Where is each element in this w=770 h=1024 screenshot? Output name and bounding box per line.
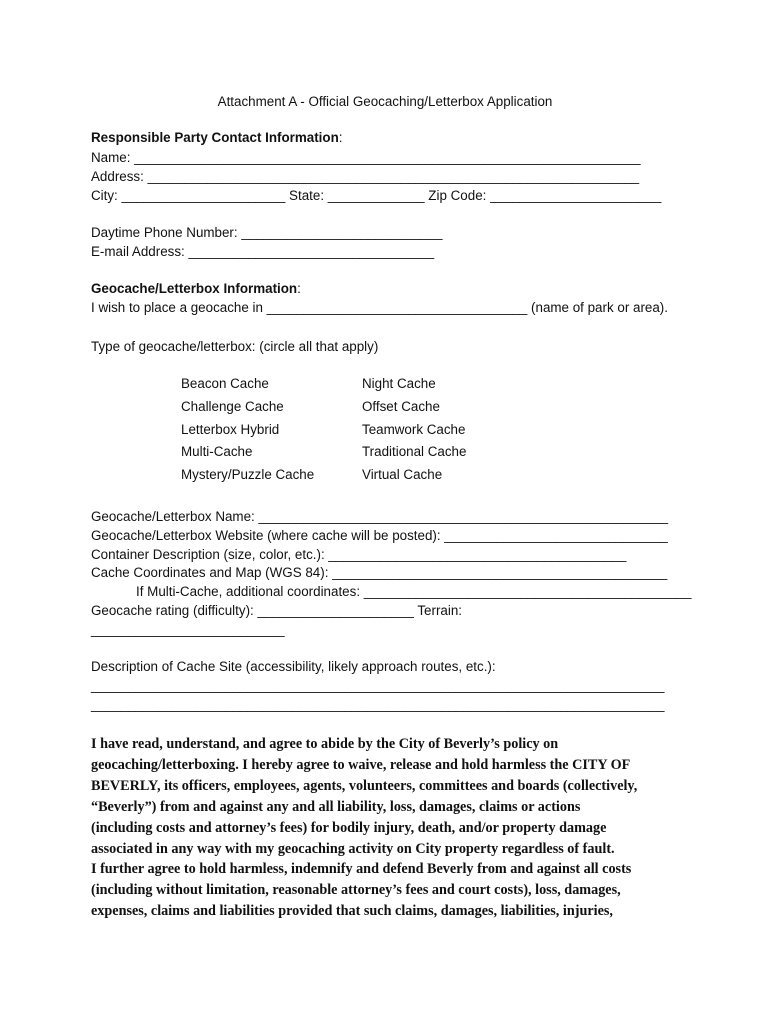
waiver-line: I further agree to hold harmless, indemnify and defend Beverly from and against all costs (91, 861, 632, 878)
site-description-prompt: Description of Cache Site (accessibility, likely approach routes, etc.): (91, 659, 496, 674)
contact-heading: Responsible Party Contact Information (91, 130, 339, 145)
waiver-line: BEVERLY, its officers, employees, agents, volunteers, committees and boards (collectively, (91, 777, 638, 794)
type-option[interactable]: Offset Cache (362, 399, 440, 414)
type-option[interactable]: Multi-Cache (181, 444, 253, 459)
waiver-line: associated in any way with my geocaching activity on City property regardless of fault. (91, 840, 615, 857)
contact-section (91, 130, 343, 146)
phone-field[interactable]: Daytime Phone Number: ___________________________ (91, 225, 443, 240)
container-description-field[interactable]: Container Description (size, color, etc.): ________________________________________ (91, 547, 627, 562)
difficulty-terrain-field[interactable]: Geocache rating (difficulty): _____________________ Terrain: (91, 603, 462, 618)
waiver-line: geocaching/letterboxing. I hereby agree to waive, release and hold harmless the CITY OF (91, 756, 631, 773)
contact-heading-colon: : (338, 130, 343, 145)
geocache-heading: Geocache/Letterbox Information (91, 281, 298, 296)
type-option[interactable]: Challenge Cache (181, 399, 284, 414)
geocache-heading-colon: : (297, 281, 301, 296)
site-description-line[interactable]: _____________________________________________________________________________ (91, 678, 665, 693)
cache-website-field[interactable]: Geocache/Letterbox Website (where cache will be posted): ______________________________ (91, 528, 668, 543)
type-option[interactable]: Teamwork Cache (362, 422, 466, 437)
place-field[interactable]: I wish to place a geocache in ___________________________________ (name of park or area). (91, 300, 668, 315)
type-option[interactable]: Traditional Cache (362, 444, 467, 459)
waiver-line: “Beverly”) from and against any and all liability, loss, damages, claims or actions (91, 798, 581, 815)
type-option[interactable]: Mystery/Puzzle Cache (181, 467, 315, 482)
name-field[interactable]: Name: ____________________________________________________________________ (91, 150, 641, 165)
waiver-line: expenses, claims and liabilities provided that such claims, damages, liabilities, injuries, (91, 903, 613, 920)
type-option[interactable]: Night Cache (362, 376, 436, 391)
cache-name-field[interactable]: Geocache/Letterbox Name: _______________________________________________________ (91, 509, 669, 524)
multi-cache-coordinates-field[interactable]: If Multi-Cache, additional coordinates: ____________________________________________ (136, 584, 692, 599)
type-option[interactable]: Beacon Cache (181, 376, 269, 391)
cache-coordinates-field[interactable]: Cache Coordinates and Map (WGS 84): _____________________________________________ (91, 565, 668, 580)
type-prompt: Type of geocache/letterbox: (circle all that apply) (91, 339, 379, 354)
address-field[interactable]: Address: __________________________________________________________________ (91, 169, 640, 184)
type-option[interactable]: Virtual Cache (362, 467, 443, 482)
waiver-line: (including without limitation, reasonable attorney’s fees and court costs), loss, damages, (91, 882, 621, 899)
liability-waiver (91, 734, 691, 922)
site-description-line[interactable]: _____________________________________________________________________________ (91, 697, 665, 712)
type-option[interactable]: Letterbox Hybrid (181, 422, 280, 437)
terrain-blank[interactable]: __________________________ (91, 622, 285, 637)
document-title: Attachment A - Official Geocaching/Letterbox Application (217, 94, 553, 109)
email-field[interactable]: E-mail Address: _________________________________ (91, 244, 435, 259)
waiver-line: I have read, understand, and agree to abide by the City of Beverly’s policy on (91, 736, 559, 752)
geocache-section (91, 281, 301, 297)
waiver-line: (including costs and attorney’s fees) for bodily injury, death, and/or property damage (91, 819, 607, 836)
city-state-zip-field[interactable]: City: ______________________ State: _____________ Zip Code: _______________________ (91, 188, 662, 203)
